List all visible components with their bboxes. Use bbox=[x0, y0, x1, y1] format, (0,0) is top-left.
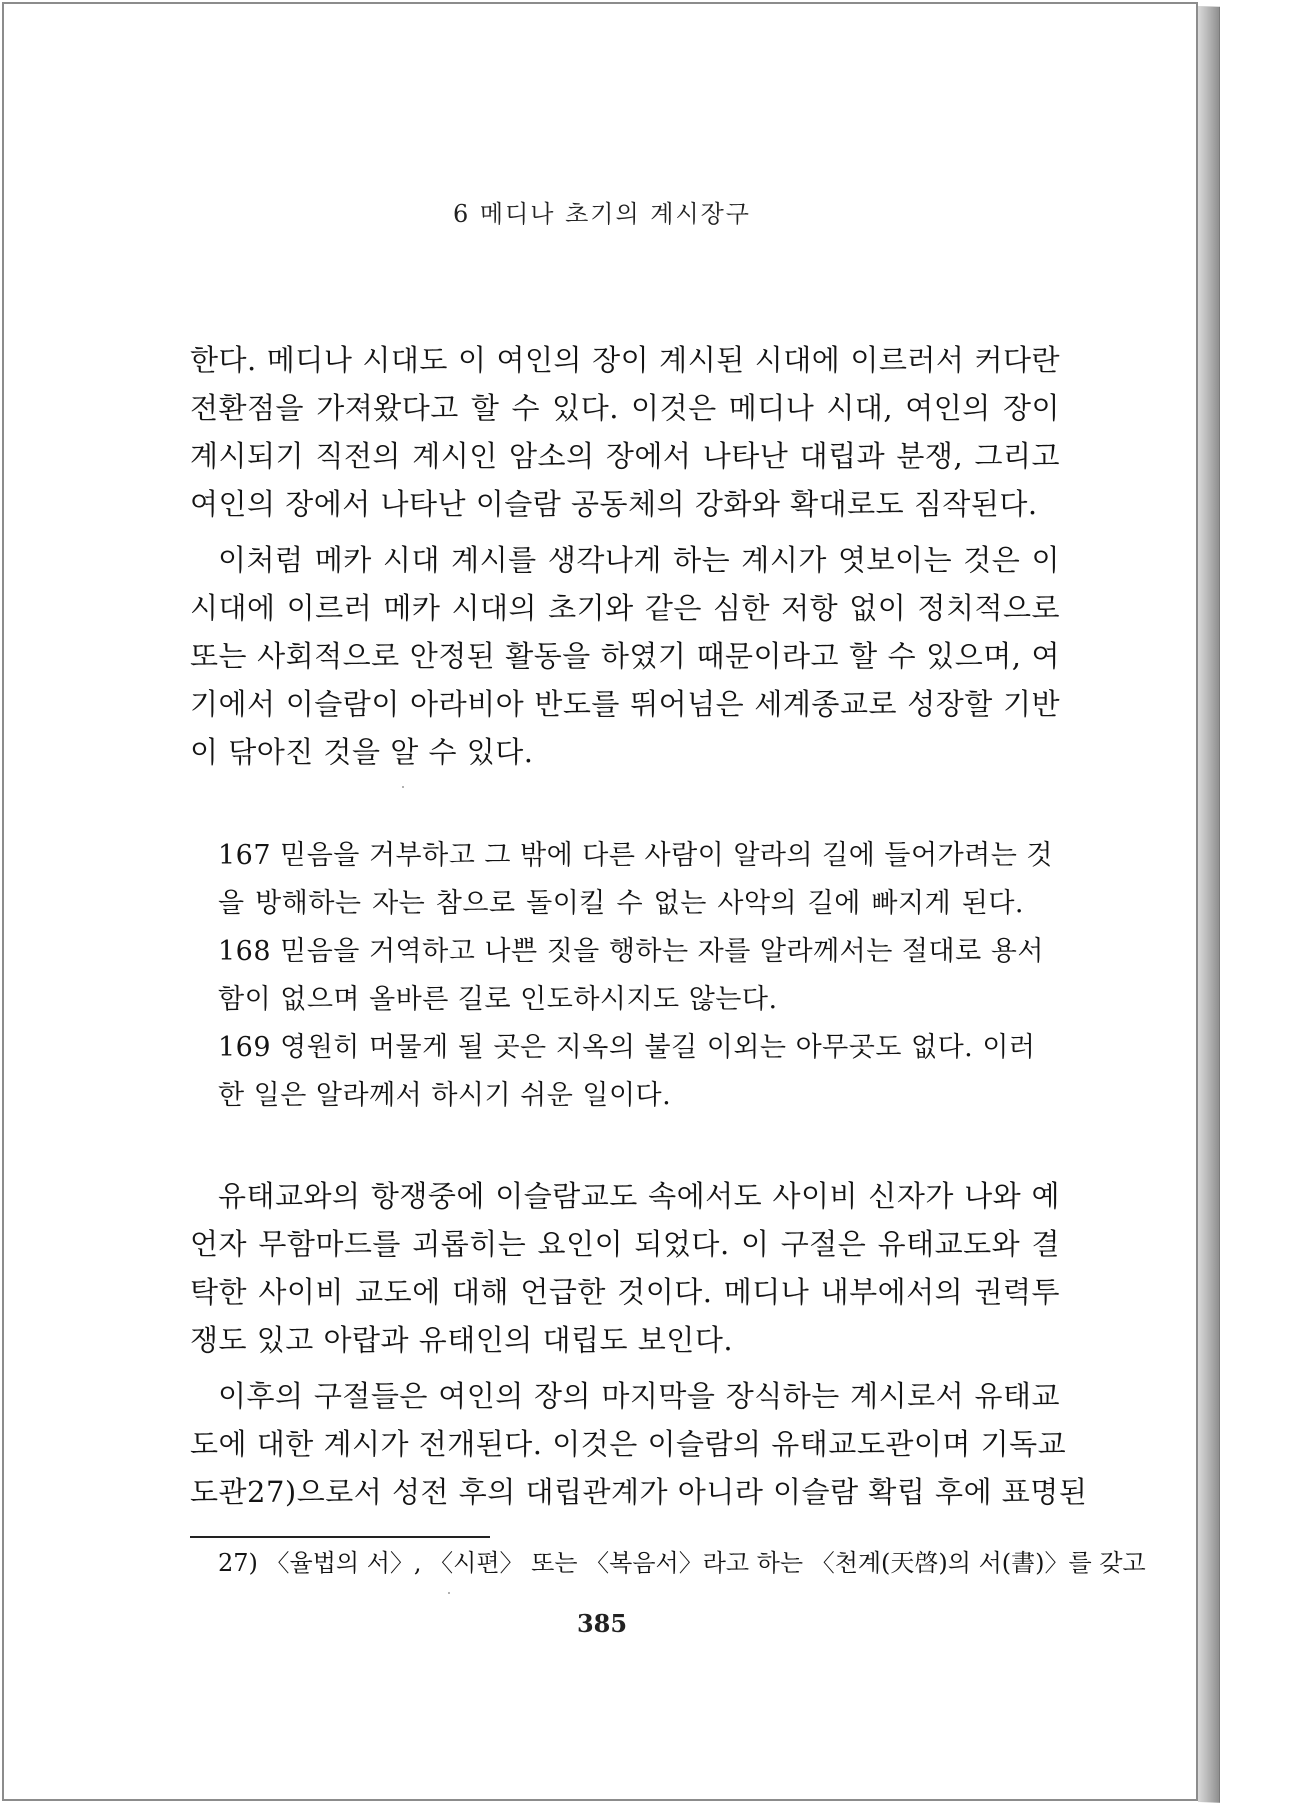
text-line: 또는 사회적으로 안정된 활동을 하였기 때문이라고 할 수 있으며, 여 bbox=[190, 639, 1060, 673]
text-line: 탁한 사이비 교도에 대해 언급한 것이다. 메디나 내부에서의 권력투 bbox=[190, 1275, 1060, 1309]
verse-line: 168 믿음을 거역하고 나쁜 짓을 행하는 자를 알라께서는 절대로 용서 bbox=[218, 936, 1044, 967]
verse-line: 167 믿음을 거부하고 그 밖에 다른 사람이 알라의 길에 들어가려는 것 bbox=[218, 840, 1053, 871]
text-line: 한다. 메디나 시대도 이 여인의 장이 계시된 시대에 이르러서 커다란 bbox=[190, 343, 1060, 377]
text-line: 쟁도 있고 아랍과 유태인의 대립도 보인다. bbox=[190, 1323, 734, 1357]
text-line: 전환점을 가져왔다고 할 수 있다. 이것은 메디나 시대, 여인의 장이 bbox=[190, 391, 1060, 425]
page-number: 385 bbox=[576, 1609, 628, 1638]
page-stack-edge bbox=[1198, 6, 1220, 1803]
text-line: 기에서 이슬람이 아라비아 반도를 뛰어넘은 세계종교로 성장할 기반 bbox=[190, 687, 1060, 721]
paragraph-1 bbox=[190, 336, 1060, 528]
text-line: 언자 무함마드를 괴롭히는 요인이 되었다. 이 구절은 유태교도와 결 bbox=[190, 1227, 1060, 1261]
scan-speck bbox=[402, 786, 404, 788]
text-line: 유태교와의 항쟁중에 이슬람교도 속에서도 사이비 신자가 나와 예 bbox=[218, 1179, 1060, 1213]
text-line: 계시되기 직전의 계시인 암소의 장에서 나타난 대립과 분쟁, 그리고 bbox=[190, 439, 1060, 473]
verse-line: 한 일은 알라께서 하시기 쉬운 일이다. bbox=[218, 1080, 672, 1111]
footnote-rule bbox=[190, 1536, 490, 1538]
text-line: 이 닦아진 것을 알 수 있다. bbox=[190, 735, 534, 769]
verse-line: 함이 없으며 올바른 길로 인도하시지도 않는다. bbox=[218, 984, 778, 1015]
quran-verses bbox=[218, 832, 1053, 1120]
text-line: 여인의 장에서 나타난 이슬람 공동체의 강화와 확대로도 짐작된다. bbox=[190, 487, 1038, 521]
scan-speck bbox=[448, 1592, 450, 1594]
verse-line: 169 영원히 머물게 될 곳은 지옥의 불길 이외는 아무곳도 없다. 이러 bbox=[218, 1032, 1036, 1063]
text-line: 도관27)으로서 성전 후의 대립관계가 아니라 이슬람 확립 후에 표명된 bbox=[190, 1475, 1088, 1509]
paragraph-2 bbox=[190, 536, 1060, 776]
text-line: 시대에 이르러 메카 시대의 초기와 같은 심한 저항 없이 정치적으로 bbox=[190, 591, 1060, 625]
running-head: 6 메디나 초기의 계시장구 bbox=[453, 200, 751, 228]
text-line: 도에 대한 계시가 전개된다. 이것은 이슬람의 유태교도관이며 기독교 bbox=[190, 1427, 1067, 1461]
footnote: 27) 〈율법의 서〉, 〈시편〉 또는 〈복음서〉라고 하는 〈천계(天啓)의 서(書)〉를 갖고 bbox=[218, 1549, 1146, 1577]
paragraph-3 bbox=[190, 1172, 1060, 1364]
verse-line: 을 방해하는 자는 참으로 돌이킬 수 없는 사악의 길에 빠지게 된다. bbox=[218, 888, 1024, 919]
text-line: 이처럼 메카 시대 계시를 생각나게 하는 계시가 엿보이는 것은 이 bbox=[218, 543, 1060, 577]
text-line: 이후의 구절들은 여인의 장의 마지막을 장식하는 계시로서 유태교 bbox=[218, 1379, 1060, 1413]
paragraph-4 bbox=[190, 1372, 1088, 1516]
book-page bbox=[2, 2, 1198, 1801]
